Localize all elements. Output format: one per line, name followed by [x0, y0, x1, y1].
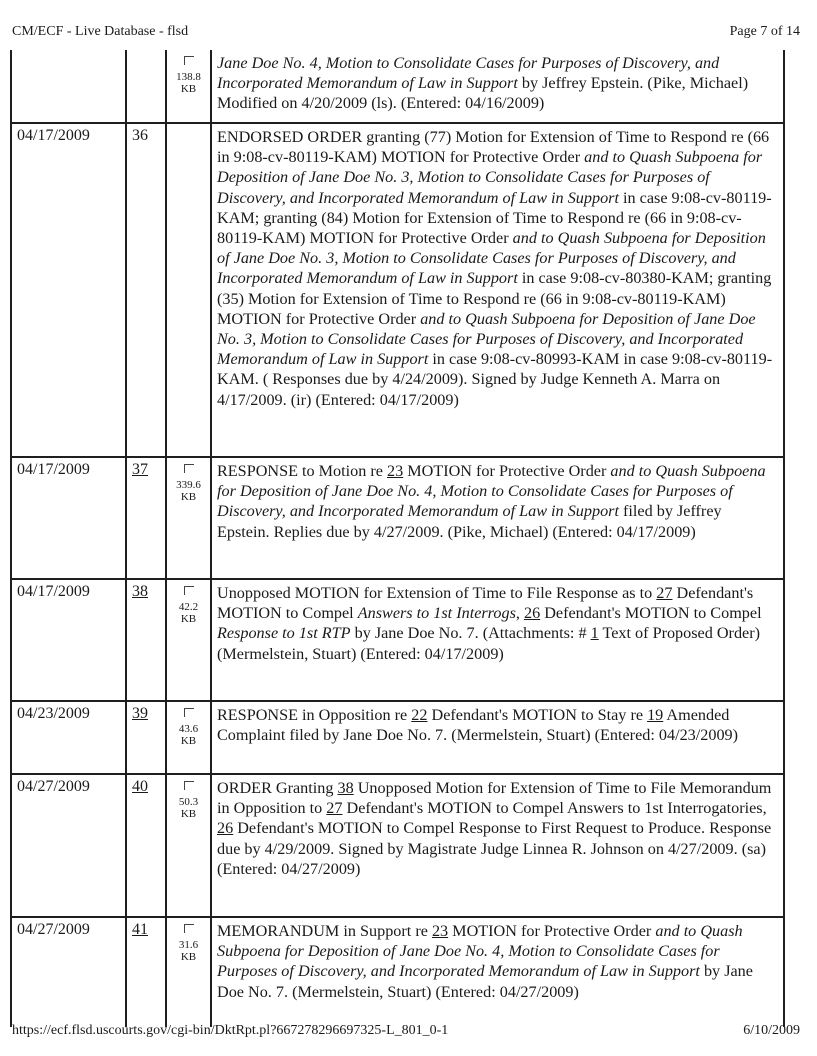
entry-number-link[interactable]: 41	[132, 921, 148, 938]
document-link[interactable]	[166, 50, 211, 123]
table-row	[11, 50, 784, 123]
entry-text: Jane Doe No. 4, Motion to Consolidate Cases for Purposes of Discovery, and Incorporated Memorandum of Law in Support by Jeffrey Epstein. (Pike, Michael) Modified on 4/20/2009 (ls). (Entered: 04/16/2009)	[211, 50, 784, 123]
document-link[interactable]	[166, 457, 211, 579]
document-icon[interactable]	[184, 464, 194, 473]
entry-text: RESPONSE to Motion re 23 MOTION for Protective Order and to Quash Subpoena for Deposition of Jane Doe No. 4, Motion to Consolidate Cases for Purposes of Discovery, and Incorporated Memorandum of Law in Support filed by Jeffrey Epstein. Replies due by 4/27/2009. (Pike, Michael) (Entered: 04/17/2009)	[211, 457, 784, 579]
entry-number[interactable]	[126, 579, 166, 701]
italic-phrase: and to Quash Subpoena for Deposition of Jane Doe No. 4, Motion to Consolidate Cases for Purposes of Discovery, and Incorporated Memorandum of Law in Support	[217, 922, 743, 981]
docket-reference-link[interactable]: 27	[326, 799, 343, 818]
docket-reference-link[interactable]: 26	[523, 604, 541, 623]
entry-date: 04/27/2009	[11, 774, 126, 917]
table-row	[11, 701, 784, 774]
table-row	[11, 774, 784, 917]
table-row	[11, 123, 784, 457]
entry-number[interactable]	[126, 457, 166, 579]
document-size-unit: KB	[180, 735, 197, 747]
document-icon[interactable]	[184, 586, 194, 595]
document-link[interactable]	[166, 701, 211, 774]
document-size-unit: KB	[180, 951, 197, 963]
table-row	[11, 579, 784, 701]
document-size: 138.8	[176, 71, 201, 83]
docket-reference-link[interactable]: 26	[217, 819, 234, 838]
document-size: 31.6	[178, 939, 199, 951]
italic-phrase: and to Quash Subpoena for Deposition of Jane Doe No. 4, Motion to Consolidate Cases for Purposes of Discovery, and Incorporated Memorandum of Law in Support	[217, 462, 766, 521]
page-url: https://ecf.flsd.uscourts.gov/cgi-bin/DktRpt.pl?667278296697325-L_801_0-1	[12, 1023, 449, 1038]
document-icon[interactable]	[184, 708, 194, 717]
document-icon[interactable]	[184, 924, 194, 933]
entry-number[interactable]	[126, 701, 166, 774]
entry-date	[11, 50, 126, 123]
entry-date: 04/17/2009	[11, 123, 126, 457]
italic-phrase: and to Quash Subpoena for Deposition of Jane Doe No. 3, Motion to Consolidate Cases for Purposes of Discovery, and Incorporated Memorandum of Law in Support	[217, 229, 766, 288]
document-link[interactable]	[166, 579, 211, 701]
entry-number[interactable]	[126, 917, 166, 1027]
document-size-unit: KB	[180, 808, 197, 820]
document-size: 339.6	[176, 479, 201, 491]
entry-text: ENDORSED ORDER granting (77) Motion for Extension of Time to Respond re (66 in 9:08-cv-80119-KAM) MOTION for Protective Order and to Quash Subpoena for Deposition of Jane Doe No. 3, Motion to Consolidate Cases for Purposes of Discovery, and Incorporated Memorandum of Law in Support in case 9:08-cv-80119-KAM; granting (84) Motion for Extension of Time to Respond re (66 in 9:08-cv-80119-KAM) MOTION for Protective Order and to Quash Subpoena for Deposition of Jane Doe No. 3, Motion to Consolidate Cases for Purposes of Discovery, and Incorporated Memorandum of Law in Support in case 9:08-cv-80380-KAM; granting (35) Motion for Extension of Time to Respond re (66 in 9:08-cv-80119-KAM) MOTION for Protective Order and to Quash Subpoena for Deposition of Jane Doe No. 3, Motion to Consolidate Cases for Purposes of Discovery, and Incorporated Memorandum of Law in Support in case 9:08-cv-80993-KAM in case 9:08-cv-80119-KAM. ( Responses due by 4/24/2009). Signed by Judge Kenneth A. Marra on 4/17/2009. (ir) (Entered: 04/17/2009)	[211, 123, 784, 457]
document-size: 50.3	[178, 796, 199, 808]
document-link[interactable]	[166, 917, 211, 1027]
table-row	[11, 457, 784, 579]
entry-text: ORDER Granting 38 Unopposed Motion for Extension of Time to File Memorandum in Opposition to 27 Defendant's MOTION to Compel Answers to 1st Interrogatories, 26 Defendant's MOTION to Compel Response to First Request to Produce. Response due by 4/29/2009. Signed by Magistrate Judge Linnea R. Johnson on 4/27/2009. (sa) (Entered: 04/27/2009)	[211, 774, 784, 917]
document-icon[interactable]	[184, 56, 194, 65]
document-size: 42.2	[178, 601, 199, 613]
document-icon[interactable]	[184, 781, 194, 790]
italic-phrase: and to Quash Subpoena for Deposition of Jane Doe No. 3, Motion to Consolidate Cases for Purposes of Discovery, and Incorporated Memorandum of Law in Support	[217, 309, 756, 369]
entry-number-link[interactable]: 38	[132, 583, 148, 600]
docket-reference-link[interactable]: 1	[590, 624, 599, 643]
entry-text: Unopposed MOTION for Extension of Time to File Response as to 27 Defendant's MOTION to Compel Answers to 1st Interrogs, 26 Defendant's MOTION to Compel Response to 1st RTP by Jane Doe No. 7. (Attachments: # 1 Text of Proposed Order)(Mermelstein, Stuart) (Entered: 04/17/2009)	[211, 579, 784, 701]
entry-number-link[interactable]: 40	[132, 778, 148, 795]
docket-reference-link[interactable]: 38	[337, 779, 354, 797]
docket-reference-link[interactable]: 23	[431, 922, 449, 940]
entry-number-link[interactable]: 39	[132, 705, 148, 722]
docket-reference-link[interactable]: 23	[387, 462, 404, 480]
entry-text: MEMORANDUM in Support re 23 MOTION for Protective Order and to Quash Subpoena for Deposition of Jane Doe No. 4, Motion to Consolidate Cases for Purposes of Discovery, and Incorporated Memorandum of Law in Support by Jane Doe No. 7. (Mermelstein, Stuart) (Entered: 04/27/2009)	[211, 917, 784, 1027]
document-size: 43.6	[178, 723, 199, 735]
document-link[interactable]	[166, 774, 211, 917]
table-row	[11, 917, 784, 1027]
header-title: CM/ECF - Live Database - flsd	[12, 24, 189, 39]
italic-phrase: Jane Doe No. 4, Motion to Consolidate Cases for Purposes of Discovery, and Incorporated Memorandum of Law in Support	[217, 54, 720, 93]
entry-number-link[interactable]: 37	[132, 461, 148, 478]
entry-number: 36	[126, 123, 166, 457]
document-cell	[166, 123, 211, 457]
entry-date: 04/27/2009	[11, 917, 126, 1027]
docket-reference-link[interactable]: 19	[647, 706, 664, 724]
print-date: 6/10/2009	[743, 1023, 800, 1038]
document-size-unit: KB	[180, 491, 197, 503]
entry-date: 04/17/2009	[11, 579, 126, 701]
entry-number[interactable]	[126, 774, 166, 917]
entry-date: 04/17/2009	[11, 457, 126, 579]
docket-reference-link[interactable]: 22	[411, 706, 428, 724]
entry-text: RESPONSE in Opposition re 22 Defendant's MOTION to Stay re 19 Amended Complaint filed by Jane Doe No. 7. (Mermelstein, Stuart) (Entered: 04/23/2009)	[211, 701, 784, 774]
docket-table	[10, 50, 785, 1027]
document-size-unit: KB	[180, 613, 197, 625]
document-size-unit: KB	[180, 83, 197, 95]
docket-reference-link[interactable]: 27	[656, 584, 673, 602]
entry-date: 04/23/2009	[11, 701, 126, 774]
italic-phrase: Response to 1st RTP	[217, 624, 351, 643]
page-number: Page 7 of 14	[729, 24, 800, 39]
entry-number	[126, 50, 166, 123]
italic-phrase: Answers to 1st Interrogs	[357, 604, 516, 623]
italic-phrase: and to Quash Subpoena for Deposition of Jane Doe No. 3, Motion to Consolidate Cases for Purposes of Discovery, and Incorporated Memorandum of Law in Support	[217, 148, 763, 207]
